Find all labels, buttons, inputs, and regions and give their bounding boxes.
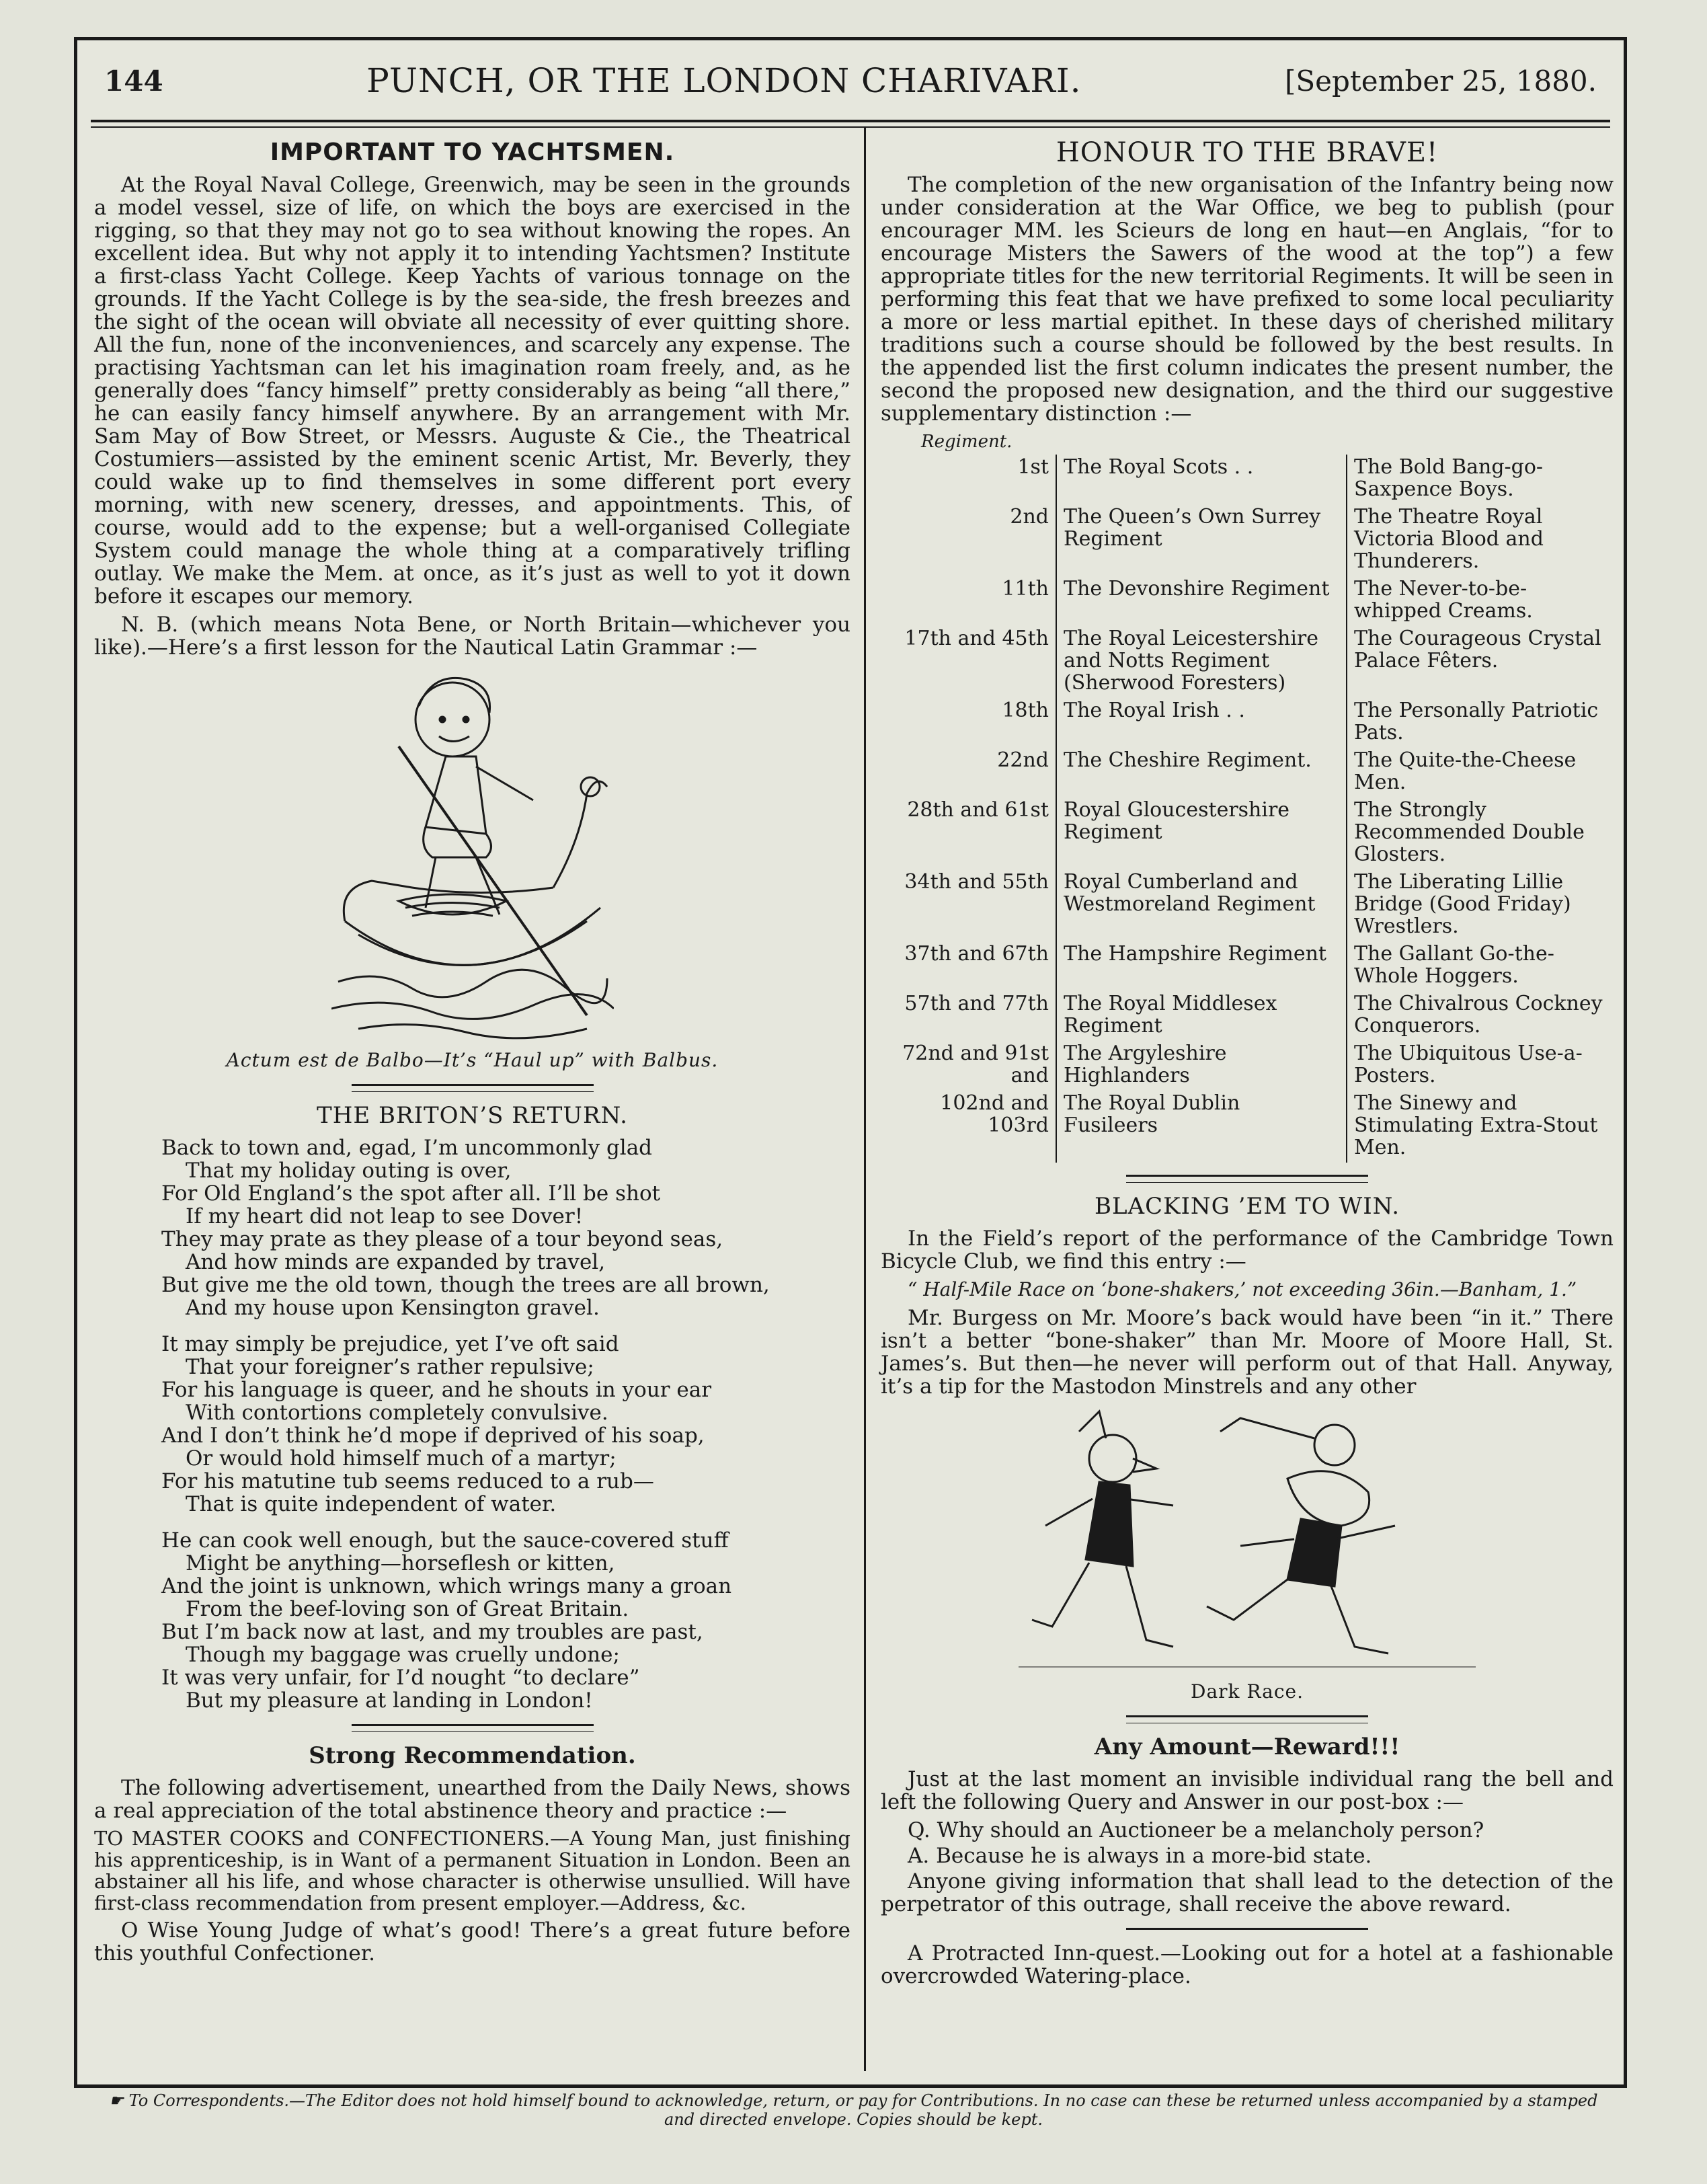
- poem-line: With contortions completely convulsive.: [186, 1401, 608, 1425]
- poem-line: That your foreigner’s rather repulsive;: [186, 1355, 594, 1379]
- regiment-distinction: The Chivalrous Cockney Conquerors.: [1354, 992, 1603, 1038]
- honour-paragraph: The completion of the new organisation of the Infantry being now under consideration at the War Office, we beg to publish (pour encourager MM. les Scieurs de long en haut—en Anglais, “for to encourage Misters the Sawers of the wood at the top”) a few appropriate titles for the new territorial Regiments. It will be seen in performing this feat that we have prefixed to some local peculiarity a more or less martial epithet. In these days of cherished military traditions such a course should be followed by the best results. In the appended list the first column indicates the present number, the second the proposed new designation, and the third our suggestive supplementary distinction :—: [881, 173, 1614, 426]
- regiment-row: [881, 1091, 1614, 1163]
- regiment-designation: The Hampshire Regiment: [1056, 941, 1347, 991]
- regiment-number: 1st: [881, 455, 1056, 504]
- regiment-distinction: The Sinewy and Stimulating Extra-Stout Men.: [1354, 1091, 1598, 1159]
- poem-line: Back to town and, egad, I’m uncommonly glad: [161, 1136, 653, 1160]
- regiment-row: [881, 1041, 1614, 1091]
- reward-question: Q. Why should an Auctioneer be a melancholy person?: [908, 1818, 1484, 1842]
- regiment-column-label: Regiment.: [921, 432, 1013, 452]
- regiment-number: 18th: [881, 698, 1056, 748]
- poem-line: And the joint is unknown, which wrings many a groan: [161, 1574, 732, 1598]
- section-separator: [1126, 1715, 1368, 1723]
- regiment-row: [881, 941, 1614, 991]
- poem-line: For his matutine tub seems reduced to a rub—: [161, 1469, 654, 1493]
- briton-poem: [161, 1136, 850, 1712]
- regiment-row: [881, 698, 1614, 748]
- yacht-paragraph-1: At the Royal Naval College, Greenwich, may be seen in the grounds a model vessel, size of life, on which the boys are exercised in the rigging, so that they may not go to sea without knowing the ropes. An excellent idea. But why not apply it to intending Yachtsmen? Institute a first-class Yacht College. Keep Yachts of various tonnage on the grounds. If the Yacht College is by the sea-side, the fresh breezes and the sight of the ocean will obviate all necessity of ever quitting shore. All the fun, none of the inconveniences, and scarcely any expense. The practising Yachtsman can let his imagination roam freely, and, as he generally does “fancy himself” pretty considerably as being “all there,” he can easily fancy himself anywhere. By an arrangement with Mr. Sam May of Bow Street, or Messrs. Auguste & Cie., the Theatrical Costumiers—assisted by the eminent scenic Artist, Mr. Beverly, they could wake up to find themselves in some different port every morning, with new scenery, dresses, and appointments. This, of course, would add to the expense; but a well-organised Collegiate System could manage the whole thing at a comparatively trifling outlay. We make the Mem. at once, as it’s just as well to yot it down before it escapes our memory.: [94, 173, 850, 609]
- dark-race-caption: Dark Race.: [1191, 1680, 1304, 1703]
- regiment-distinction: The Gallant Go-the-Whole Hoggers.: [1354, 942, 1554, 988]
- regiment-row: [881, 504, 1614, 576]
- issue-date: [September 25, 1880.: [1284, 64, 1597, 98]
- reward-answer: A. Because he is always in a more-bid state.: [908, 1844, 1372, 1868]
- regiment-table: [881, 455, 1614, 1163]
- poem-line: He can cook well enough, but the sauce-covered stuff: [161, 1528, 729, 1553]
- regiment-row: [881, 991, 1614, 1041]
- article-title-blacking: BLACKING ’EM TO WIN.: [1094, 1193, 1400, 1220]
- regiment-number: 102nd and 103rd: [881, 1091, 1056, 1163]
- poem-line: That my holiday outing is over,: [186, 1159, 512, 1183]
- page-number: 144: [104, 64, 163, 98]
- regiment-number: 17th and 45th: [881, 626, 1056, 698]
- regiment-designation: The Queen’s Own Surrey Regiment: [1056, 504, 1347, 576]
- article-title-yachtsmen: IMPORTANT TO YACHTSMEN.: [270, 139, 675, 166]
- blacking-paragraph-2: Mr. Burgess on Mr. Moore’s back would have been “in it.” There isn’t a better “bone-shaker” than Mr. Moore of Moore Hall, St. James’s. But then—he never will perform out of that Hall. Anyway, it’s a tip for the Mastodon Minstrels and any other: [881, 1306, 1614, 1399]
- right-column: [881, 137, 1614, 2071]
- regiment-distinction: The Ubiquitous Use-a-Posters.: [1354, 1042, 1583, 1087]
- regiment-row: [881, 626, 1614, 698]
- regiment-number: 37th and 67th: [881, 941, 1056, 991]
- poem-line: But I’m back now at last, and my troubles are past,: [161, 1620, 703, 1644]
- poem-line: For his language is queer, and he shouts in your ear: [161, 1378, 712, 1402]
- article-title-strong: Strong Recommendation.: [309, 1742, 636, 1769]
- gondolier-illustration: [331, 666, 614, 1042]
- regiment-row: [881, 455, 1614, 504]
- column-divider: [864, 128, 866, 2071]
- strong-paragraph-2: O Wise Young Judge of what’s good! There’s a great future before this youthful Confectioner.: [94, 1918, 850, 1965]
- regiment-number: 57th and 77th: [881, 991, 1056, 1041]
- poem-line: Though my baggage was cruelly undone;: [186, 1643, 620, 1667]
- regiment-number: 34th and 55th: [881, 869, 1056, 941]
- poem-line: Might be anything—horseflesh or kitten,: [186, 1551, 615, 1575]
- regiment-designation: The Devonshire Regiment: [1056, 576, 1347, 626]
- poem-line: They may prate as they please of a tour beyond seas,: [161, 1227, 723, 1251]
- regiment-distinction: The Theatre Royal Victoria Blood and Thunderers.: [1354, 505, 1544, 573]
- regiment-number: 11th: [881, 576, 1056, 626]
- strong-paragraph-1: The following advertisement, unearthed from the Daily News, shows a real appreciation of the total abstinence theory and practice :—: [94, 1776, 850, 1823]
- regiment-distinction: The Strongly Recommended Double Glosters.: [1354, 798, 1585, 866]
- header-rule: [91, 120, 1610, 128]
- regiment-distinction: The Bold Bang-go-Saxpence Boys.: [1354, 455, 1544, 501]
- section-separator: [1126, 1928, 1368, 1930]
- poem-line: But my pleasure at landing in London!: [186, 1688, 593, 1713]
- regiment-designation: The Royal Scots . .: [1056, 455, 1347, 504]
- advertisement-text: TO MASTER COOKS and CONFECTIONERS.—A Young Man, just finishing his apprenticeship, is in Want of a permanent Situation in London. Been an abstainer all his life, and whose character is otherwise unsullied. Will have first-class recommendation from present employer.—Address, &c.: [94, 1827, 850, 1914]
- section-separator: [352, 1724, 594, 1732]
- poem-line: And how minds are expanded by travel,: [186, 1250, 606, 1274]
- regiment-number: 28th and 61st: [881, 797, 1056, 869]
- regiment-designation: Royal Cumberland and Westmoreland Regiment: [1056, 869, 1347, 941]
- regiment-distinction: The Never-to-be-whipped Creams.: [1354, 577, 1533, 623]
- regiment-distinction: The Personally Patriotic Pats.: [1354, 699, 1599, 744]
- poem-line: That is quite independent of water.: [186, 1492, 557, 1516]
- inn-quest-paragraph: A Protracted Inn-quest.—Looking out for a hotel at a fashionable overcrowded Watering-place.: [881, 1941, 1614, 1988]
- page-header: [77, 40, 1624, 121]
- regiment-number: 22nd: [881, 748, 1056, 797]
- left-column: [94, 141, 850, 2071]
- poem-line: It was very unfair, for I’d nought “to declare”: [161, 1666, 640, 1690]
- poem-line: For Old England’s the spot after all. I’ll be shot: [161, 1181, 661, 1206]
- regiment-designation: The Argyleshire Highlanders: [1056, 1041, 1347, 1091]
- article-title-briton: THE BRITON’S RETURN.: [317, 1102, 628, 1129]
- regiment-number: 72nd and 91st and: [881, 1041, 1056, 1091]
- dark-race-illustration: [1019, 1405, 1476, 1674]
- poem-line: Or would hold himself much of a martyr;: [186, 1446, 617, 1471]
- poem-line: If my heart did not leap to see Dover!: [186, 1204, 584, 1228]
- regiment-designation: Royal Gloucestershire Regiment: [1056, 797, 1347, 869]
- regiment-row: [881, 748, 1614, 797]
- masthead-title: PUNCH, OR THE LONDON CHARIVARI.: [366, 61, 1082, 100]
- regiment-row: [881, 797, 1614, 869]
- reward-paragraph-1: Just at the last moment an invisible individual rang the bell and left the following Query and Answer in our post-box :—: [881, 1767, 1614, 1814]
- regiment-designation: The Royal Dublin Fusileers: [1056, 1091, 1347, 1163]
- poem-line: And I don’t think he’d mope if deprived of his soap,: [161, 1424, 705, 1448]
- regiment-distinction: The Courageous Crystal Palace Fêters.: [1354, 627, 1601, 672]
- regiment-designation: The Cheshire Regiment.: [1056, 748, 1347, 797]
- gondolier-caption: Actum est de Balbo—It’s “Haul up” with Balbus.: [226, 1049, 719, 1071]
- article-title-reward: Any Amount—Reward!!!: [1094, 1733, 1400, 1760]
- regiment-distinction: The Quite-the-Cheese Men.: [1354, 748, 1577, 794]
- regiment-row: [881, 576, 1614, 626]
- section-separator: [1126, 1175, 1368, 1183]
- reward-paragraph-2: Anyone giving information that shall lead to the detection of the perpetrator of this outrage, shall receive the above reward.: [881, 1869, 1614, 1916]
- blacking-paragraph-1: In the Field’s report of the performance of the Cambridge Town Bicycle Club, we find this entry :—: [881, 1226, 1614, 1274]
- section-separator: [352, 1084, 594, 1092]
- poem-line: From the beef-loving son of Great Britain.: [186, 1597, 629, 1621]
- regiment-designation: The Royal Leicestershire and Notts Regiment (Sherwood Foresters): [1056, 626, 1347, 698]
- poem-line: But give me the old town, though the trees are all brown,: [161, 1273, 770, 1297]
- regiment-distinction: The Liberating Lillie Bridge (Good Friday) Wrestlers.: [1354, 870, 1571, 938]
- article-title-honour: HONOUR TO THE BRAVE!: [1056, 137, 1439, 168]
- regiment-row: [881, 869, 1614, 941]
- regiment-designation: The Royal Middlesex Regiment: [1056, 991, 1347, 1041]
- poem-line: It may simply be prejudice, yet I’ve oft said: [161, 1332, 619, 1356]
- regiment-designation: The Royal Irish . .: [1056, 698, 1347, 748]
- yacht-paragraph-2: N. B. (which means Nota Bene, or North Britain—whichever you like).—Here’s a first lesson for the Nautical Latin Grammar :—: [94, 613, 850, 660]
- regiment-number: 2nd: [881, 504, 1056, 576]
- newspaper-page: [74, 37, 1627, 2088]
- poem-line: And my house upon Kensington gravel.: [186, 1296, 600, 1320]
- correspondents-notice: ☛ To Correspondents.—The Editor does not hold himself bound to acknowledge, return, or pay for Contributions. In no case can these be returned unless accompanied by a stamped and directed envelope. Copies should be kept.: [109, 2091, 1598, 2129]
- blacking-quote: “ Half-Mile Race on ‘bone-shakers,’ not exceeding 36in.—Banham, 1.”: [908, 1278, 1577, 1300]
